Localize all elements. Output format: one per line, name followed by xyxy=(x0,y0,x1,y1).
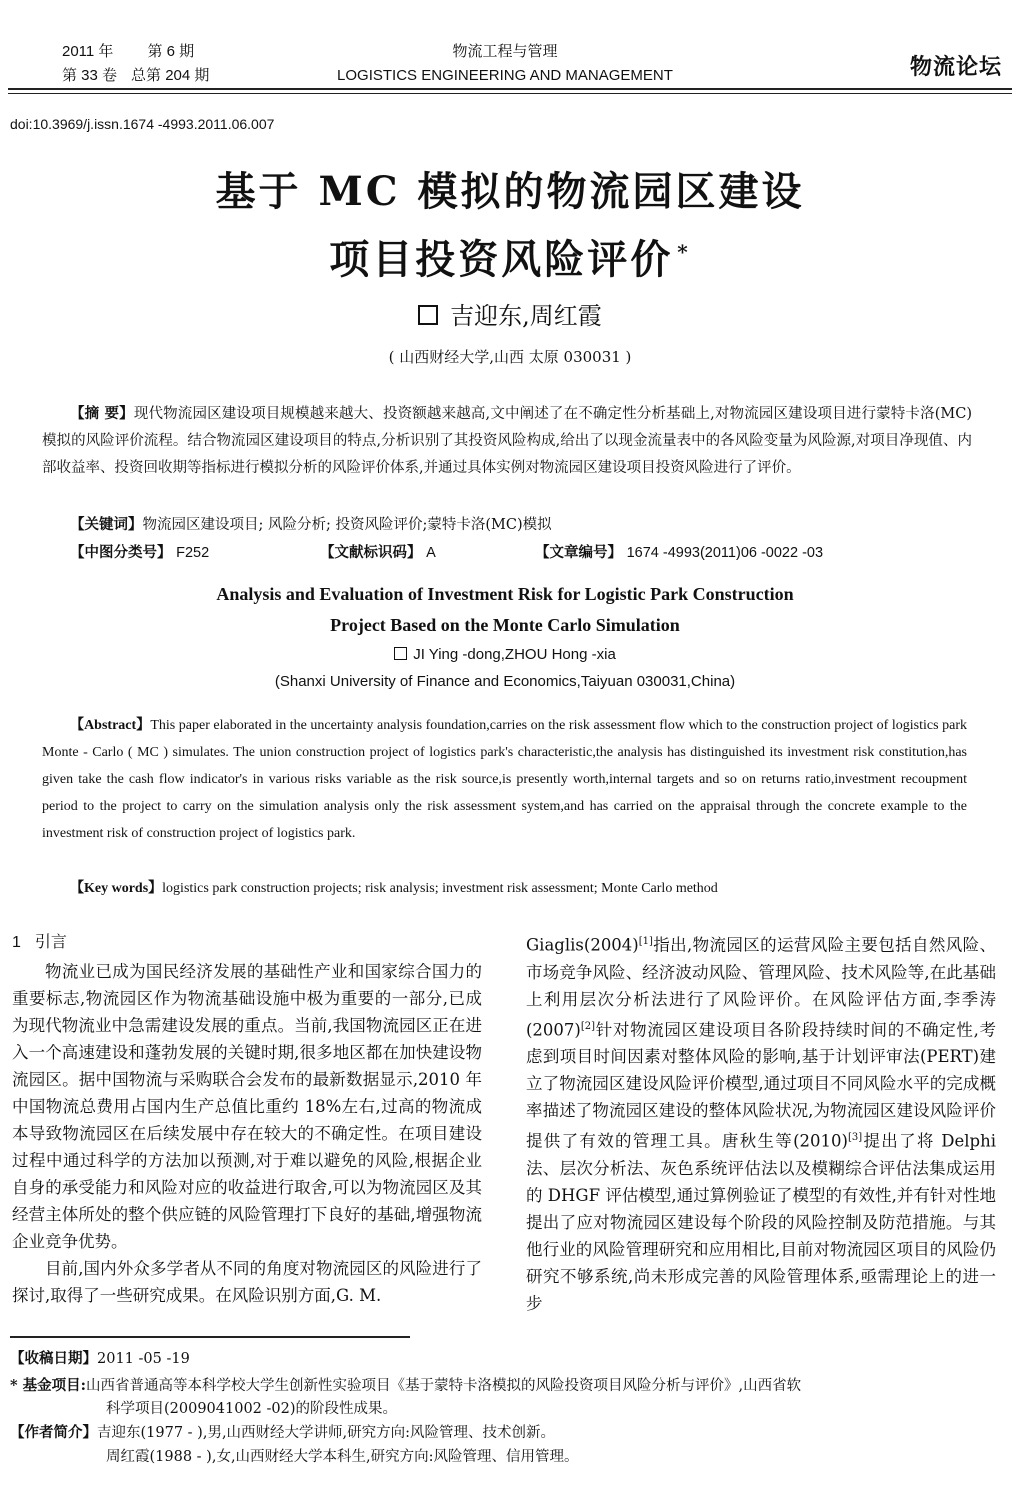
body-text: 指出,物流园区的运营风险主要包括自然风险、市场竞争风险、经济波动风险、管理风险、技术风险等,在此基础上利用层次分析法进行了风险评价。在风险评估方面,李季涛(2007) xyxy=(526,935,996,1039)
fund-note xyxy=(10,1375,1010,1397)
keywords-en-text: logistics park construction projects; risk analysis; investment risk assessment; Monte Carlo method xyxy=(162,881,718,896)
author-bio-label: 【作者简介】 xyxy=(10,1424,97,1441)
affiliation: ( 山西财经大学,山西 太原 030031 ) xyxy=(388,348,632,366)
keywords-cn-label: 【关键词】 xyxy=(70,516,143,533)
abstract-en-text: This paper elaborated in the uncertainty analysis foundation,carries on the risk assessment flow which to the construction project of logistics park Monte - Carlo ( MC ) simulates. The union construction project of logistics park's characteristic,the analysis has distinguished its investment risk constitution,has given take the cash flow indicator's in various risks variable as the risk source,is presently worth,internal targets and so on returns ratio,investment recoupment period to the project to carry on the simulation analysis only the risk assessment system,and has carried on the appraisal through the concrete example to the investment risk of construction project of logistics park. xyxy=(42,718,967,841)
affiliation-en: (Shanxi University of Finance and Economics,Taiyuan 030031,China) xyxy=(274,673,736,690)
citation-text: Giaglis(2004) xyxy=(526,935,639,955)
doi: doi:10.3969/j.issn.1674 -4993.2011.06.007 xyxy=(10,116,275,132)
title-en-line-2: Project Based on the Monte Carlo Simulation xyxy=(330,615,680,635)
abstract-cn xyxy=(42,400,972,482)
classification-row xyxy=(70,541,970,562)
journal-name-en: LOGISTICS ENGINEERING AND MANAGEMENT xyxy=(337,67,673,84)
title-line-1: 基于 MC 模拟的物流园区建设 xyxy=(215,168,805,215)
reference-marker[interactable]: [2] xyxy=(580,1020,596,1032)
abstract-cn-text: 现代物流园区建设项目规模越来越大、投资额越来越高,文中阐述了在不确定性分析基础上,对物流园区建设项目进行蒙特卡洛(MC)模拟的风险评价流程。结合物流园区建设项目的特点,分析识别了其投资风险构成,给出了以现金流量表中的各风险变量为风险源,对项目净现值、内部收益率、投资回收期等指标进行模拟分析的风险评价体系,并通过具体实例对物流园区建设项目投资风险进行了评价。 xyxy=(42,406,972,476)
received-date xyxy=(10,1348,1010,1370)
body-paragraph xyxy=(526,928,996,1317)
article-id: 1674 -4993(2011)06 -0022 -03 xyxy=(626,545,824,561)
article-id-label: 【文章编号】 xyxy=(535,544,622,561)
author-bio-2: 周红霞(1988 - ),女,山西财经大学本科生,研究方向:风险管理、信用管理。 xyxy=(106,1449,579,1465)
author-box-icon xyxy=(418,305,438,325)
body-right-column xyxy=(526,928,996,1317)
authors-en xyxy=(0,646,1010,663)
footnote-rule xyxy=(10,1336,410,1338)
body-text: 提出了将 Delphi 法、层次分析法、灰色系统评估法以及模糊综合评估法集成运用的 DHGF 评估模型,通过算例验证了模型的有效性,并有针对性地提出了应对物流园区建设每个阶段的风险控制及防范措施。与其他行业的风险管理研究和应用相比,目前对物流园区项目的风险仍研究不够系统,尚未形成完善的风险管理体系,亟需理论上的进一步 xyxy=(526,1131,997,1313)
year: 2011 年 xyxy=(62,43,114,60)
fund-text-2: 科学项目(2009041002 -02)的阶段性成果。 xyxy=(106,1401,398,1417)
author-en-box-icon xyxy=(394,647,407,660)
journal-name xyxy=(300,40,710,88)
body-paragraph: 目前,国内外众多学者从不同的角度对物流园区的风险进行了探讨,取得了一些研究成果。在风险识别方面,G. M. xyxy=(12,1259,482,1305)
author-names: 吉迎东,周红霞 xyxy=(450,302,602,330)
author-bio xyxy=(10,1422,1010,1444)
author-bio-1: 吉迎东(1977 - ),男,山西财经大学讲师,研究方向:风险管理、技术创新。 xyxy=(97,1425,556,1441)
issue-info xyxy=(62,40,209,88)
authors-en-names: JI Ying -dong,ZHOU Hong -xia xyxy=(413,646,616,663)
section-heading xyxy=(12,928,482,956)
title-line-2 xyxy=(0,228,1020,285)
body-text: 针对物流园区建设项目各阶段持续时间的不确定性,考虑到项目时间因素对整体风险的影响,基于计划评审法(PERT)建立了物流园区建设风险评价模型,通过项目不同风险水平的完成概率描述了物流园区建设的整体风险状况,为物流园区建设风险评价提供了有效的管理工具。唐秋生等(2010) xyxy=(526,1020,996,1151)
column-name: 物流论坛 xyxy=(909,54,1002,79)
fund-text-1: 山西省普通高等本科学校大学生创新性实验项目《基于蒙特卡洛模拟的风险投资项目风险分析与评价》,山西省软 xyxy=(85,1378,802,1394)
clc-label: 【中图分类号】 xyxy=(70,544,172,561)
clc-code: F252 xyxy=(176,545,210,561)
body-left-column xyxy=(12,928,482,1309)
keywords-cn xyxy=(70,513,970,534)
section-number: 1 xyxy=(12,934,21,951)
abstract-cn-label: 【摘 要】 xyxy=(70,405,134,422)
section-title: 引言 xyxy=(34,932,67,951)
fund-note-cont xyxy=(10,1398,1010,1420)
keywords-cn-text: 物流园区建设项目; 风险分析; 投资风险评价;蒙特卡洛(MC)模拟 xyxy=(142,517,552,533)
title-footnote-mark: * xyxy=(677,239,691,264)
total-issue: 总第 204 期 xyxy=(131,67,210,84)
fund-label: * 基金项目: xyxy=(10,1377,86,1394)
header-rule-thin xyxy=(8,93,1012,94)
author-bio-cont xyxy=(10,1446,1010,1468)
volume: 第 33 卷 xyxy=(62,67,118,84)
title-en-line-1: Analysis and Evaluation of Investment Risk for Logistic Park Construction xyxy=(216,584,794,604)
doc-code-label: 【文献标识码】 xyxy=(320,544,422,561)
body-paragraph: 物流业已成为国民经济发展的基础性产业和国家综合国力的重要标志,物流园区作为物流基础设施中极为重要的一部分,已成为现代物流业中急需建设发展的重点。当前,我国物流园区正在进入一个高速建设和蓬勃发展的关键时期,很多地区都在加快建设物流园区。据中国物流与采购联合会发布的最新数据显示,2010 年中国物流总费用占国内生产总值比重约 18%左右,过高的物流成本导致物流园区在后续发展中存在较大的不确定性。在项目建设过程中通过科学的方法加以预测,对于难以避免的风险,根据企业自身的承受能力和风险对应的收益进行取舍,可以为物流园区及其经营主体所处的整个供应链的风险管理打下良好的基础,增强物流企业竞争优势。 xyxy=(12,962,482,1251)
keywords-en xyxy=(70,877,970,897)
header-rule xyxy=(8,88,1012,90)
keywords-en-label: 【Key words】 xyxy=(70,881,163,896)
received-value: 2011 -05 -19 xyxy=(97,1351,190,1367)
issue-number: 第 6 期 xyxy=(147,43,195,60)
received-label: 【收稿日期】 xyxy=(10,1350,97,1367)
reference-marker[interactable]: [3] xyxy=(848,1132,863,1143)
doc-code: A xyxy=(426,545,436,561)
abstract-en-label: 【Abstract】 xyxy=(70,718,151,733)
journal-name-cn: 物流工程与管理 xyxy=(452,43,558,60)
title-line-2-text: 项目投资风险评价 xyxy=(329,236,674,283)
authors xyxy=(0,296,1020,331)
abstract-en xyxy=(42,712,967,847)
reference-marker[interactable]: [1] xyxy=(638,936,653,947)
